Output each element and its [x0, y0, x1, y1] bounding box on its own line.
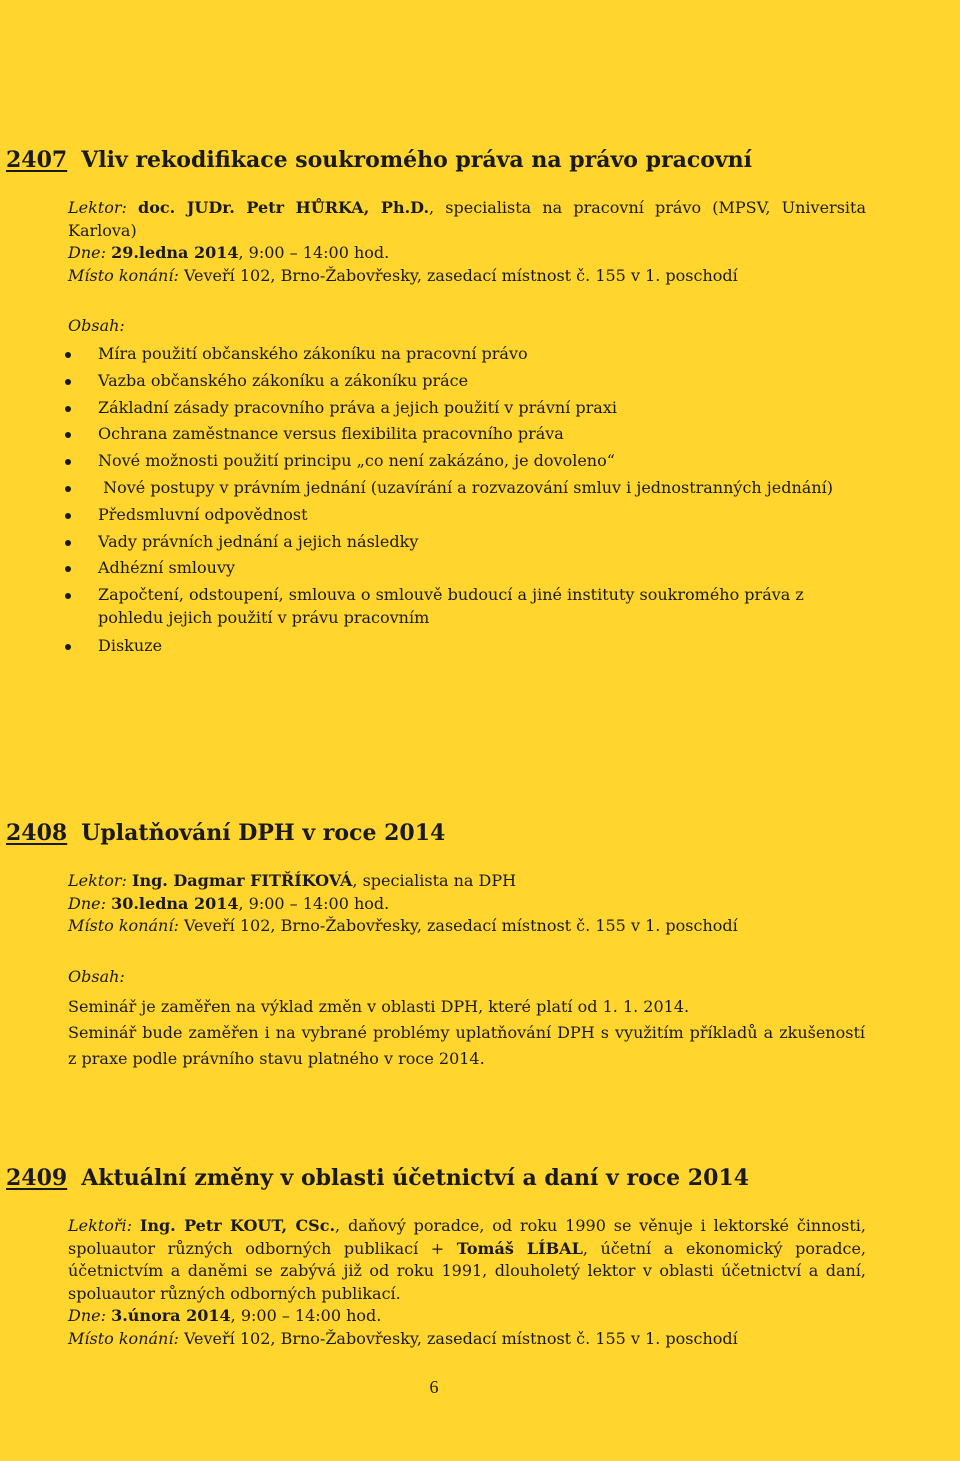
course-description [68, 994, 865, 1072]
lektor-label: Lektor: [68, 198, 127, 217]
list-item-text: Diskuze [98, 636, 163, 656]
topic-list [0, 343, 860, 658]
date-label: Dne: [68, 1306, 106, 1325]
bullet-icon [65, 593, 71, 599]
lektor-line [68, 1215, 866, 1305]
course-2408 [0, 818, 960, 1072]
course-info [68, 1215, 866, 1350]
list-item [0, 450, 860, 473]
course-number: 2407 [6, 147, 68, 173]
bullet-icon [65, 352, 71, 358]
list-item-text: Nové možnosti použití principu „co není zakázáno, je dovoleno“ [98, 451, 615, 471]
venue-value: Veveří 102, Brno-Žabovřesky, zasedací místnost č. 155 v 1. poschodí [183, 265, 738, 285]
bullet-icon [65, 486, 71, 492]
date-line [68, 1305, 866, 1328]
list-item-text: Míra použití občanského zákoníku na pracovní právo [98, 344, 528, 363]
course-heading [6, 1163, 960, 1193]
lektor-label: Lektor: [68, 871, 127, 890]
lektor-name: Ing. Dagmar FITŘÍKOVÁ [131, 871, 353, 890]
bullet-icon [65, 644, 71, 650]
course-info [68, 197, 866, 287]
lektor-description: , účetní a ekonomický poradce, účetnictvím a daněmi se zabývá již od roku 1991, dlouholetý lektor v oblasti účetnictví a daní, spoluautor různých odborných publikací. [68, 1238, 867, 1303]
course-number: 2409 [6, 1165, 68, 1191]
venue-label: Místo konání: [68, 1328, 179, 1348]
bullet-icon [65, 566, 71, 572]
course-title: Aktuální změny v oblasti účetnictví a daní v roce 2014 [81, 1165, 750, 1191]
course-2409 [0, 1163, 960, 1350]
description-paragraph: Seminář bude zaměřen i na vybrané problémy uplatňování DPH s využitím příkladů a zkušeností z praxe podle právního stavu platného v roce 2014. [68, 1022, 865, 1068]
list-item [0, 477, 860, 500]
content-label: Obsah: [68, 966, 125, 986]
lektor-description: , specialista na DPH [352, 871, 517, 890]
list-item [0, 423, 860, 446]
date-line [68, 893, 866, 916]
course-heading [6, 818, 960, 848]
course-info [68, 870, 866, 938]
bullet-icon [65, 540, 71, 546]
lektor-label: Lektoři: [68, 1216, 133, 1235]
list-item [0, 504, 860, 527]
lektor-description: , specialista na pracovní právo (MPSV, Universita Karlova) [68, 198, 866, 240]
lektor-name: Ing. Petr KOUT, CSc. [139, 1216, 336, 1235]
lektor-line [68, 870, 866, 893]
lektor-description: , daňový poradce, od roku 1990 se věnuje i lektorské činnosti, spoluautor různých odborných publikací + [68, 1216, 867, 1258]
date-label: Dne: [68, 243, 106, 262]
list-item-text: Vazba občanského zákoníku a zákoníku práce [98, 370, 469, 390]
venue-line [68, 915, 866, 938]
venue-value: Veveří 102, Brno-Žabovřesky, zasedací místnost č. 155 v 1. poschodí [183, 1328, 738, 1348]
course-2407 [0, 145, 960, 662]
description-paragraph: Seminář je zaměřen na výklad změn v oblasti DPH, které platí od 1. 1. 2014. [68, 996, 690, 1016]
list-item-text: Nové postupy v právním jednání (uzavírání a rozvazování smluv i jednostranných jednání) [98, 477, 833, 497]
time-value: , 9:00 – 14:00 hod. [238, 243, 390, 262]
course-heading [6, 145, 960, 175]
list-item [0, 584, 860, 629]
venue-line [68, 265, 866, 288]
venue-label: Místo konání: [68, 916, 179, 935]
bullet-icon [65, 513, 71, 519]
date-value: 30.ledna 2014 [111, 893, 239, 913]
time-value: , 9:00 – 14:00 hod. [230, 1306, 382, 1325]
list-item [0, 343, 860, 366]
list-item [0, 397, 860, 420]
list-item-text: Předsmluvní odpovědnost [98, 504, 308, 524]
bullet-icon [65, 379, 71, 385]
bullet-icon [65, 459, 71, 465]
date-line [68, 242, 866, 265]
date-value: 29.ledna 2014 [111, 243, 239, 262]
lektor-name: Tomáš LÍBAL [456, 1238, 583, 1258]
venue-line [68, 1328, 866, 1351]
page-number: 6 [429, 1377, 439, 1397]
bullet-icon [65, 432, 71, 438]
time-value: , 9:00 – 14:00 hod. [238, 893, 390, 913]
lektor-line [68, 197, 866, 242]
list-item [0, 635, 860, 658]
list-item [0, 531, 860, 554]
list-item-text: Vady právních jednání a jejich následky [98, 531, 419, 551]
date-value: 3.února 2014 [111, 1306, 231, 1325]
list-item-text: Ochrana zaměstnance versus flexibilita pracovního práva [98, 424, 564, 444]
list-item-text: Základní zásady pracovního práva a jejich použití v právní praxi [98, 397, 617, 417]
course-title: Uplatňování DPH v roce 2014 [81, 820, 446, 846]
list-item-text: Započtení, odstoupení, smlouva o smlouvě budoucí a jiné instituty soukromého práva z pohledu jejich použití v právu pracovním [98, 585, 804, 627]
list-item [0, 557, 860, 580]
date-label: Dne: [68, 893, 106, 913]
lektor-name: doc. JUDr. Petr HŮRKA, Ph.D. [138, 198, 430, 217]
course-number: 2408 [6, 820, 68, 846]
bullet-icon [65, 406, 71, 412]
venue-value: Veveří 102, Brno-Žabovřesky, zasedací místnost č. 155 v 1. poschodí [183, 916, 738, 935]
list-item [0, 370, 860, 393]
list-item-text: Adhézní smlouvy [98, 558, 236, 578]
venue-label: Místo konání: [68, 265, 179, 285]
course-title: Vliv rekodifikace soukromého práva na právo pracovní [81, 147, 753, 173]
content-label: Obsah: [68, 316, 125, 335]
